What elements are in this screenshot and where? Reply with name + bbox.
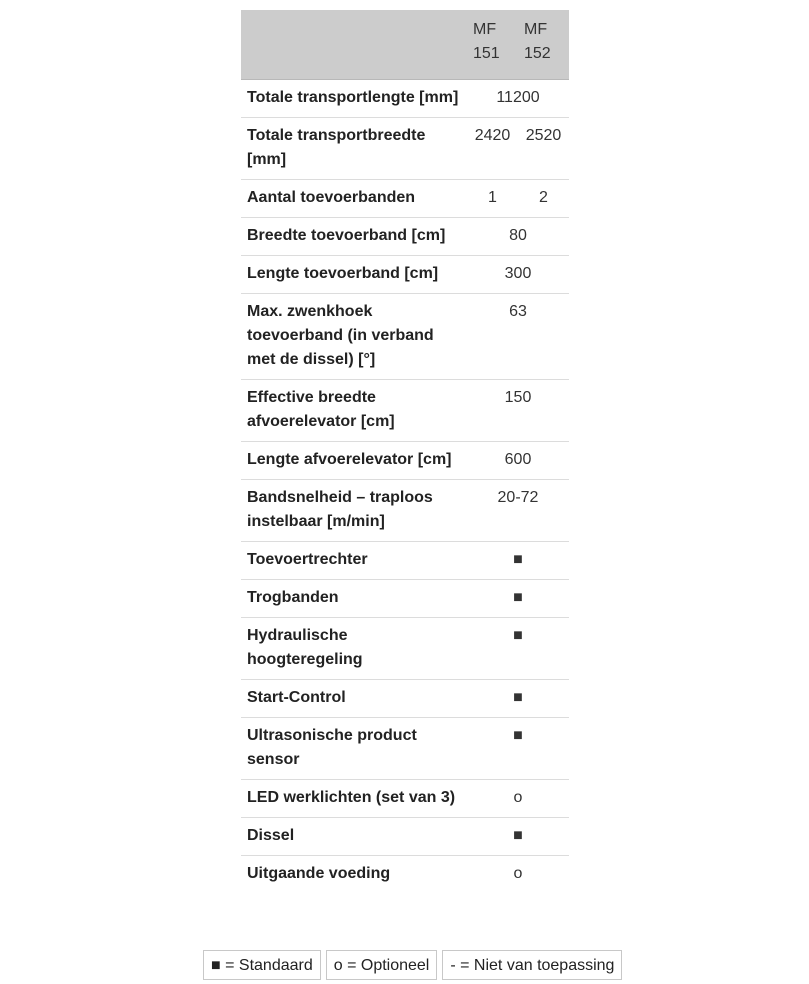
row-label: Toevoertrechter xyxy=(241,542,467,580)
model-name-line: MF xyxy=(473,21,497,38)
table-row xyxy=(241,718,569,780)
row-value: 600 xyxy=(467,442,569,480)
row-value: ■ xyxy=(467,718,569,780)
row-value-mf151: 2420 xyxy=(467,118,518,180)
table-row xyxy=(241,480,569,542)
spec-table xyxy=(241,10,569,893)
table-row xyxy=(241,680,569,718)
table-row xyxy=(241,118,569,180)
row-label: Dissel xyxy=(241,818,467,856)
row-value: ■ xyxy=(467,542,569,580)
table-row xyxy=(241,542,569,580)
table-row xyxy=(241,256,569,294)
row-label: Max. zwenkhoek toevoerband (in verband met de dissel) [°] xyxy=(241,294,467,380)
legend-optional: o = Optioneel xyxy=(326,950,438,980)
table-row xyxy=(241,80,569,118)
row-value: 63 xyxy=(467,294,569,380)
row-value: o xyxy=(513,865,523,882)
table-row xyxy=(241,218,569,256)
row-value: ■ xyxy=(467,680,569,718)
model-number-line: 151 xyxy=(473,45,500,62)
row-value: 300 xyxy=(467,256,569,294)
row-label: Lengte toevoerband [cm] xyxy=(241,256,467,294)
header-row xyxy=(241,10,569,80)
model-name-line: MF xyxy=(524,21,548,38)
table-row xyxy=(241,580,569,618)
row-label: Hydraulische hoogteregeling xyxy=(241,618,467,680)
row-value-mf152: 2 xyxy=(518,180,569,218)
row-value: 11200 xyxy=(467,80,569,118)
table-row xyxy=(241,380,569,442)
table-row xyxy=(241,818,569,856)
header-empty-cell xyxy=(241,10,467,80)
row-label: Start-Control xyxy=(241,680,467,718)
table-row xyxy=(241,180,569,218)
row-label: Effective breedte afvoerelevator [cm] xyxy=(241,380,467,442)
table-row xyxy=(241,442,569,480)
row-label: Lengte afvoerelevator [cm] xyxy=(241,442,467,480)
row-label: Totale transportbreedte [mm] xyxy=(241,118,467,180)
table-header xyxy=(241,10,569,80)
row-value: 150 xyxy=(467,380,569,442)
row-label: Ultrasonische product sensor xyxy=(241,718,467,780)
row-value: ■ xyxy=(467,580,569,618)
row-value: 20-72 xyxy=(467,480,569,542)
legend-standard: ■ = Standaard xyxy=(203,950,321,980)
row-value: ■ xyxy=(467,618,569,680)
model-header-mf151 xyxy=(467,10,518,80)
table-row xyxy=(241,856,569,894)
legend-not-applicable: - = Niet van toepassing xyxy=(442,950,622,980)
row-label: Aantal toevoerbanden xyxy=(241,180,467,218)
row-value: o xyxy=(467,780,569,818)
legend xyxy=(203,950,622,980)
table-row xyxy=(241,780,569,818)
row-label: Trogbanden xyxy=(241,580,467,618)
table-body xyxy=(241,80,569,894)
row-label: Breedte toevoerband [cm] xyxy=(241,218,467,256)
row-value-mf152: 2520 xyxy=(518,118,569,180)
row-label: Uitgaande voeding xyxy=(247,865,391,882)
table-row xyxy=(241,618,569,680)
row-label: Bandsnelheid – traploos instelbaar [m/min] xyxy=(241,480,467,542)
table-row xyxy=(241,294,569,380)
row-value-mf151: 1 xyxy=(467,180,518,218)
row-value: ■ xyxy=(467,818,569,856)
model-header-mf152 xyxy=(518,10,569,80)
row-label: Totale transportlengte [mm] xyxy=(241,80,467,118)
row-label: LED werklichten (set van 3) xyxy=(241,780,467,818)
model-number-line: 152 xyxy=(524,45,551,62)
row-value: 80 xyxy=(467,218,569,256)
